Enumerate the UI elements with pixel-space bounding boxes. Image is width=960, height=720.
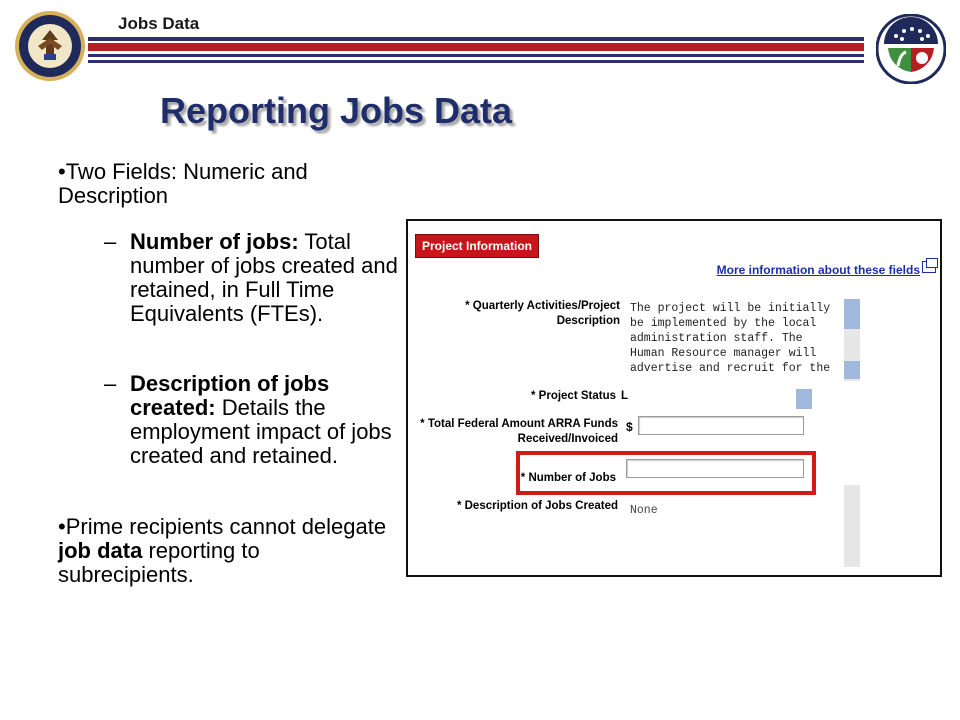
sub-bullet-item: [104, 372, 404, 468]
header-stripe: [88, 60, 864, 63]
description-label: * Description of Jobs Created: [456, 500, 618, 512]
header-stripe: [88, 54, 864, 57]
scrollbar[interactable]: [844, 485, 860, 567]
dash-marker: –: [104, 371, 117, 396]
scrollbar-thumb[interactable]: [844, 361, 860, 379]
bullet-bold: job data: [58, 538, 143, 563]
scrollbar[interactable]: [844, 299, 860, 381]
external-window-icon[interactable]: [922, 261, 936, 273]
recovery-seal-logo: [876, 14, 946, 84]
status-label: * Project Status: [531, 390, 616, 402]
status-value: L: [621, 390, 629, 402]
slide-title: Reporting Jobs Data: [160, 90, 513, 131]
status-field[interactable]: [630, 385, 814, 409]
bullet-item: [58, 515, 398, 587]
bullet-text: Prime recipients cannot delegate: [65, 514, 387, 539]
scrollbar[interactable]: [796, 389, 812, 409]
bullet-text: Two Fields: Numeric and Description: [58, 159, 308, 208]
number-of-jobs-input[interactable]: [626, 459, 804, 478]
sub-bullet-text: Total number of jobs created and retained, in Full Time Equivalents (FTEs).: [130, 229, 398, 326]
header-label: Jobs Data: [118, 14, 200, 33]
currency-symbol: $: [626, 420, 633, 434]
sub-bullet-item: [104, 230, 404, 326]
federal-amount-label: * Total Federal Amount ARRA Funds Received/Invoiced: [420, 418, 618, 445]
more-info-link[interactable]: More information about these fields: [716, 263, 920, 277]
activities-label: * Quarterly Activities/Project Description: [465, 300, 620, 327]
dash-marker: –: [104, 229, 117, 254]
federal-amount-input[interactable]: [638, 416, 804, 435]
bullet-item: [58, 160, 378, 208]
scrollbar-thumb[interactable]: [844, 299, 860, 329]
number-of-jobs-label: * Number of Jobs: [520, 472, 616, 484]
sub-bullet-text: Details the employment impact of jobs created and retained.: [130, 395, 392, 468]
section-header: Project Information: [415, 234, 539, 258]
description-textarea[interactable]: None: [630, 503, 844, 567]
activities-textarea[interactable]: The project will be initially be implemented by the local administration staff. The Human Resource manager will advertise and recruit for the: [630, 301, 844, 381]
form-screenshot: [406, 219, 942, 577]
doj-seal-logo: [14, 10, 86, 82]
header-stripe: [88, 37, 864, 41]
bullet-text: reporting to subrecipients.: [58, 538, 260, 587]
header-stripe: [88, 43, 864, 51]
sub-bullet-bold: Description of jobs created:: [130, 371, 330, 420]
bullet-marker: •: [58, 514, 66, 539]
bullet-marker: •: [58, 159, 66, 184]
sub-bullet-bold: Number of jobs:: [130, 229, 299, 254]
